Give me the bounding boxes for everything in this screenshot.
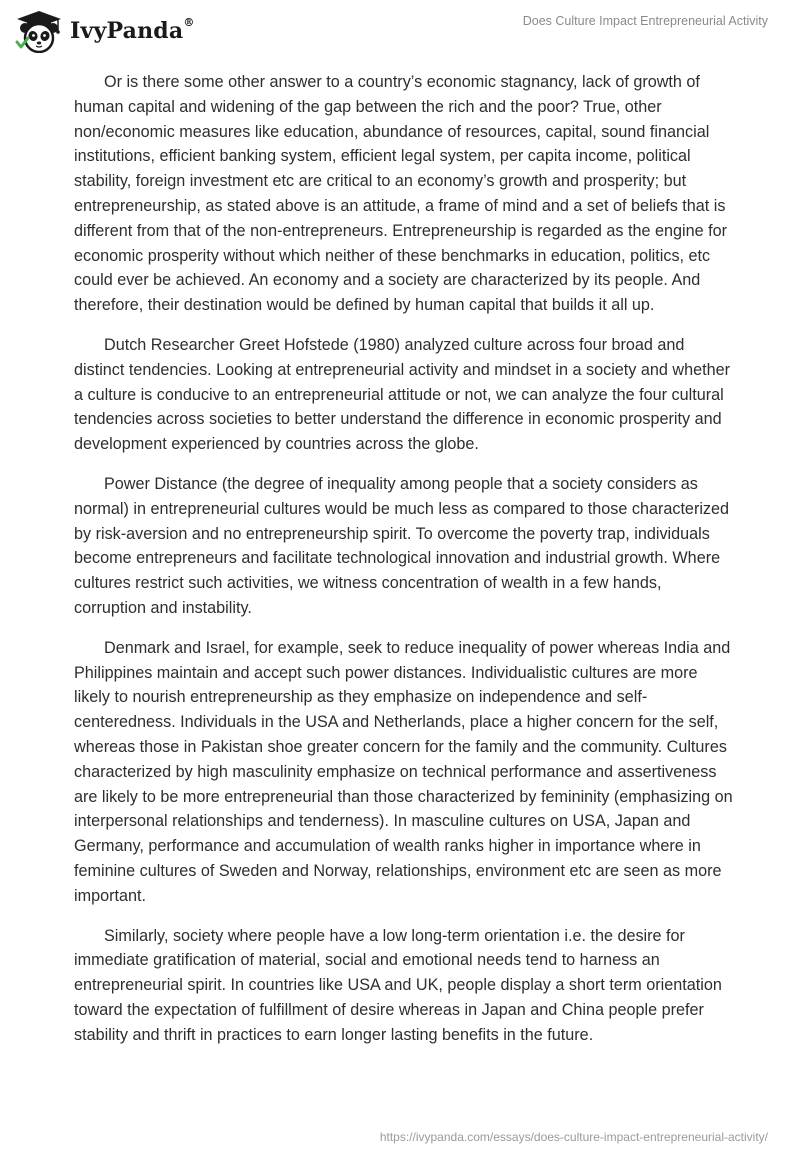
panda-logo-icon bbox=[14, 9, 64, 53]
registered-mark: ® bbox=[183, 16, 195, 29]
ivypanda-logo[interactable] bbox=[14, 9, 195, 53]
paragraph: Similarly, society where people have a low long-term orientation i.e. the desire for immediate gratification of material, social and emotional needs tend to harness an entrepreneurial spirit. In countries like USA and UK, people display a short term orientation toward the expectation of fulfillment of desire whereas in Japan and China people prefer stability and thrift in practices to earn longer lasting benefits in the future. bbox=[74, 926, 722, 1044]
paragraph: Dutch Researcher Greet Hofstede (1980) analyzed culture across four broad and distinct tendencies. Looking at entrepreneurial activity and mindset in a society and whether a culture is conducive to an entrepreneurial attitude or not, we can analyze the four cultural tendencies across societies to better understand the difference in economic prosperity and development experienced by countries across the globe. bbox=[74, 335, 730, 454]
paragraph: Or is there some other answer to a country’s economic stagnancy, lack of growth of human capital and widening of the gap between the rich and the poor? True, other non/economic measures like education, abundance of resources, capital, sound financial institutions, efficient banking system, efficient legal system, per capita income, political stability, foreign investment etc are critical to an economy’s growth and prosperity; but entrepreneurship, as stated above is an attitude, a frame of mind and a set of beliefs that is different from that of the non-entrepreneurs. Entrepreneurship is regarded as the engine for economic prosperity without which neither of these benchmarks in education, politics, etc could ever be achieved. An economy and a society are characterized by its people. And therefore, their destination would be defined by human capital that builds it all up. bbox=[74, 73, 727, 315]
document-title: Does Culture Impact Entrepreneurial Activity bbox=[522, 14, 768, 28]
paragraph: Denmark and Israel, for example, seek to reduce inequality of power whereas India and Philippines maintain and accept such power distances. Individualistic cultures are more likely to nourish entrepreneurship as they emphasize on independence and self-centeredness. Individuals in the USA and Netherlands, place a higher concern for the self, whereas those in Pakistan shoe greater concern for the family and the community. Cultures characterized by high masculinity emphasize on technical performance and assertiveness are likely to be more entrepreneurial than those characterized by femininity (emphasizing on interpersonal relationships and tenderness). In masculine cultures on USA, Japan and Germany, performance and accumulation of wealth ranks higher in importance where in feminine cultures of Sweden and Norway, relationships, environment etc are seen as more important. bbox=[74, 638, 733, 905]
essay-body bbox=[74, 70, 734, 1062]
page-header bbox=[0, 0, 800, 60]
brand-name: IvyPanda® bbox=[70, 16, 195, 44]
source-url-link[interactable]: https://ivypanda.com/essays/does-culture-impact-entrepreneurial-activity/ bbox=[379, 1130, 768, 1144]
paragraph: Power Distance (the degree of inequality among people that a society considers as normal) in entrepreneurial cultures would be much less as compared to those characterized by risk-aversion and no entrepreneurship spirit. To overcome the poverty trap, individuals become entrepreneurs and facilitate technological innovation and industrial growth. Where cultures restrict such activities, we witness concentration of wealth in a few hands, corruption and instability. bbox=[74, 474, 730, 617]
